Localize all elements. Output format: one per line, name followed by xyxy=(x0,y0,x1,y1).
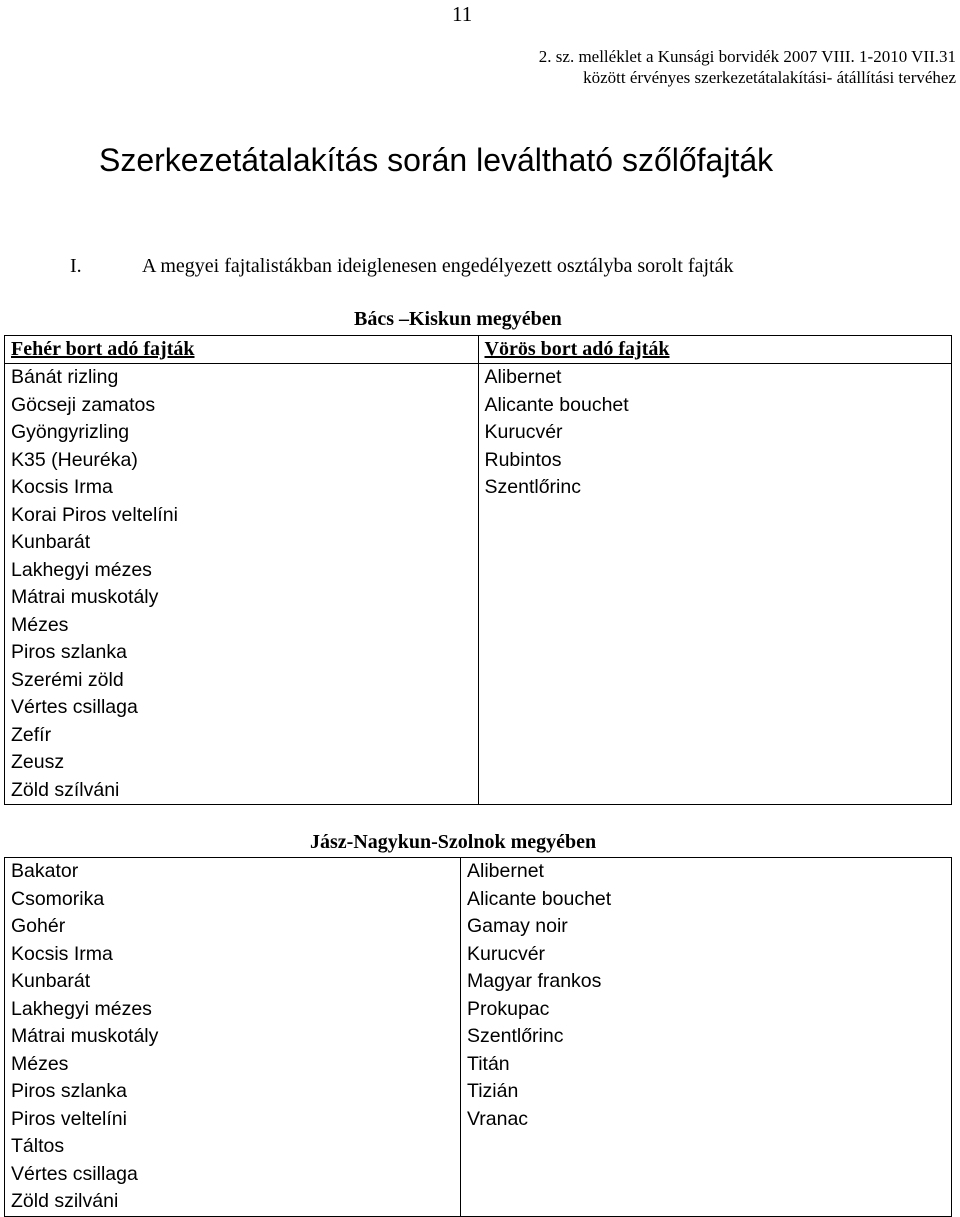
variety-item: Kurucvér xyxy=(484,421,563,443)
county-title-jasz-nagykun-szolnok: Jász-Nagykun-Szolnok megyében xyxy=(310,831,597,853)
variety-table-jasz-nagykun-szolnok xyxy=(4,857,952,1217)
red-varieties-cell xyxy=(461,858,952,1217)
variety-item: Kurucvér xyxy=(467,942,546,965)
variety-item: Kunbarát xyxy=(11,970,91,992)
red-varieties-cell xyxy=(478,364,952,805)
section-heading-text: A megyei fajtalistákban ideiglenesen engedélyezett osztályba sorolt fajták xyxy=(142,255,734,277)
section-heading xyxy=(70,255,733,278)
variety-item: Mátrai muskotály xyxy=(11,586,159,608)
variety-item: Alicante bouchet xyxy=(467,887,612,910)
variety-item: Göcseji zamatos xyxy=(11,393,156,416)
variety-item: Alicante bouchet xyxy=(484,393,629,416)
variety-item: Vértes csillaga xyxy=(11,1162,138,1185)
page-number: 11 xyxy=(452,2,473,26)
table-body-row xyxy=(5,858,952,1217)
white-wine-header xyxy=(5,336,479,364)
table-body-row xyxy=(5,364,952,805)
variety-item: Piros szlanka xyxy=(11,1080,127,1102)
variety-item: Alibernet xyxy=(467,860,544,882)
variety-item: Korai Piros veltelíni xyxy=(11,503,178,526)
variety-item: Tizián xyxy=(467,1080,519,1102)
main-title: Szerkezetátalakítás során leváltható szőlőfajták xyxy=(99,142,774,178)
red-wine-header-label: Vörös bort adó fajták xyxy=(484,338,670,360)
variety-item: Bakator xyxy=(11,860,79,882)
variety-item: Szentlőrinc xyxy=(467,1025,564,1047)
variety-item: Piros szlanka xyxy=(11,641,127,663)
variety-table-bacs-kiskun xyxy=(4,335,952,805)
variety-item: Vértes csillaga xyxy=(11,696,138,718)
variety-item: Zöld szilváni xyxy=(11,1190,119,1212)
variety-item: K35 (Heuréka) xyxy=(11,448,138,471)
variety-item: Táltos xyxy=(11,1135,65,1157)
county-title-bacs-kiskun: Bács –Kiskun megyében xyxy=(354,308,562,330)
header-note-line-2: között érvényes szerkezetátalakítási- átállítási tervéhez xyxy=(583,68,956,87)
variety-item: Mézes xyxy=(11,1052,69,1075)
red-wine-header xyxy=(478,336,952,364)
table-header-row xyxy=(5,336,952,364)
variety-item: Gamay noir xyxy=(467,915,568,937)
variety-item: Titán xyxy=(467,1052,510,1075)
variety-item: Csomorika xyxy=(11,887,105,910)
variety-item: Lakhegyi mézes xyxy=(11,997,152,1020)
variety-item: Szerémi zöld xyxy=(11,668,124,691)
white-wine-header-label: Fehér bort adó fajták xyxy=(11,338,195,360)
variety-item: Zeusz xyxy=(11,751,65,773)
variety-item: Zefír xyxy=(11,723,52,746)
variety-item: Vranac xyxy=(467,1107,529,1130)
variety-item: Kocsis Irma xyxy=(11,942,113,965)
variety-item: Prokupac xyxy=(467,997,550,1020)
variety-item: Gyöngyrizling xyxy=(11,421,130,443)
variety-item: Alibernet xyxy=(484,366,562,388)
variety-item: Gohér xyxy=(11,915,66,937)
header-note-line-1: 2. sz. melléklet a Kunsági borvidék 2007 VIII. 1-2010 VII.31 xyxy=(538,47,956,66)
section-number: I. xyxy=(70,255,82,277)
variety-item: Lakhegyi mézes xyxy=(11,558,152,581)
header-note xyxy=(539,46,956,88)
variety-item: Rubintos xyxy=(484,448,562,471)
white-varieties-cell xyxy=(5,858,461,1217)
variety-item: Zöld szílváni xyxy=(11,778,120,801)
variety-item: Szentlőrinc xyxy=(484,476,581,498)
white-varieties-cell xyxy=(5,364,479,805)
variety-item: Piros veltelíni xyxy=(11,1107,127,1130)
variety-item: Mézes xyxy=(11,613,69,636)
variety-item: Kocsis Irma xyxy=(11,476,113,498)
variety-item: Magyar frankos xyxy=(467,970,602,992)
variety-item: Mátrai muskotály xyxy=(11,1025,159,1047)
variety-item: Bánát rizling xyxy=(11,366,119,388)
variety-item: Kunbarát xyxy=(11,531,91,553)
